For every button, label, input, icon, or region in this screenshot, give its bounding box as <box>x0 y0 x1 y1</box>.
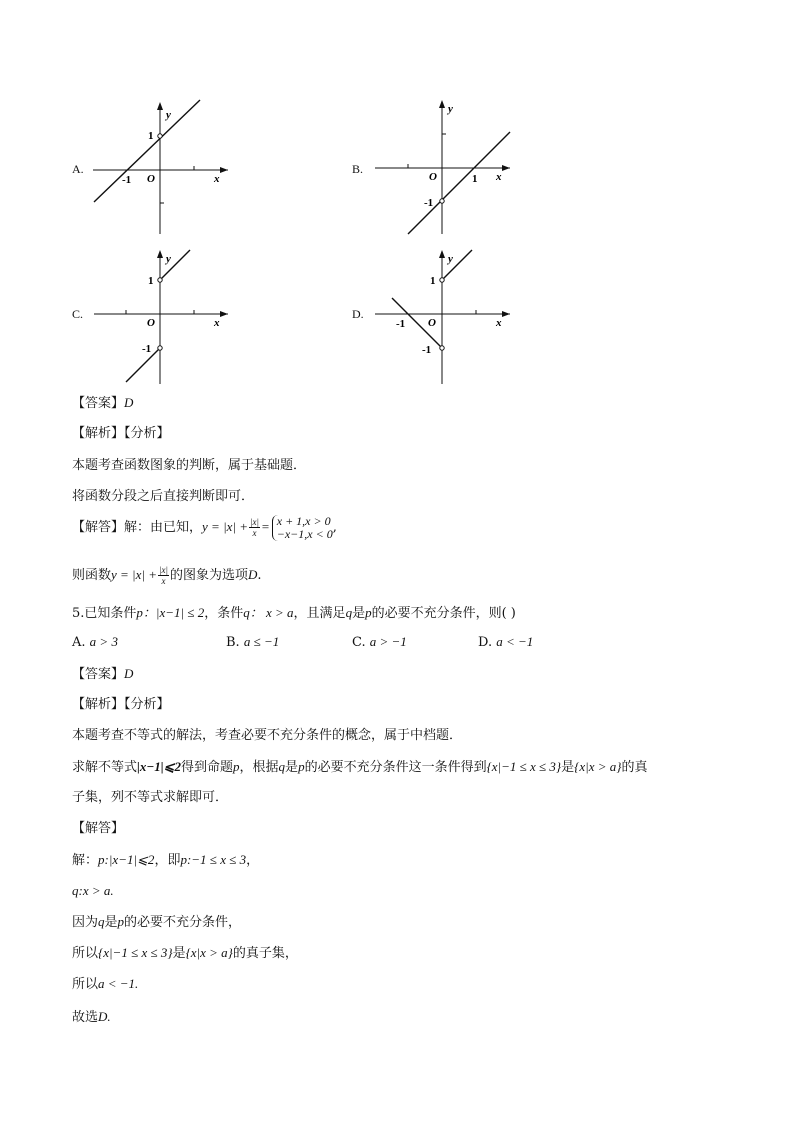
q4-solution-line <box>72 514 337 541</box>
q5-option-a <box>72 634 118 650</box>
q5-option-d <box>478 634 533 650</box>
graph-d-x-label: x <box>496 317 502 329</box>
q5-a2-s2: {x|x > a} <box>574 759 622 774</box>
graph-b-line <box>408 132 510 234</box>
graph-d-origin: O <box>428 317 436 329</box>
q5-option-a-value: a > 3 <box>89 634 118 649</box>
q5-option-d-label: D. <box>478 635 493 650</box>
q5-solution-6 <box>72 1008 111 1027</box>
option-b-label: B. <box>352 162 364 176</box>
conclusion-answer: D <box>247 567 258 582</box>
q5-option-c <box>352 634 407 650</box>
q5-solution-5 <box>72 975 138 994</box>
equals-sign: = <box>260 519 270 534</box>
conclusion-fraction <box>158 565 169 586</box>
q5-analysis-3: 子集，列不等式求解即可． <box>72 790 229 805</box>
q5-part5: 的必要不充分条件，则( ) <box>371 606 516 621</box>
q5-solution-tag: 【解答】 <box>72 821 125 836</box>
fraction-numerator: |x| <box>250 517 259 527</box>
q5-s6-m: D. <box>98 1009 111 1024</box>
q4-conclusion <box>72 562 262 589</box>
conclusion-post: 的图象为选项 <box>169 568 248 583</box>
graph-b-x-label: x <box>496 171 502 183</box>
q5-option-a-label: A. <box>72 635 86 650</box>
q5-a2-f: 是 <box>561 760 575 775</box>
q5-answer-value: D <box>124 666 134 681</box>
q5-option-c-value: a > −1 <box>369 634 407 649</box>
q5-p: p <box>365 605 372 620</box>
q5-part3: ，且满足 <box>293 606 346 621</box>
q5-a2-d: 是 <box>285 760 299 775</box>
q4-answer-line <box>72 394 133 413</box>
graph-b-y-label: y <box>448 103 453 115</box>
graph-d-neg-one-y: -1 <box>422 344 432 356</box>
q5-option-c-label: C. <box>352 635 366 650</box>
q5-s5-m: a < −1. <box>98 976 139 991</box>
piece-end: , <box>332 520 337 535</box>
graph-c <box>88 248 238 388</box>
q5-a2-p2: p <box>298 759 305 774</box>
graph-d-one: 1 <box>430 275 436 287</box>
q5-s1-b: ，即 <box>154 853 181 868</box>
graph-d <box>372 248 522 388</box>
q5-question <box>72 604 516 623</box>
q5-part4: 是 <box>352 606 366 621</box>
q5-analysis-2 <box>72 758 647 777</box>
q5-option-d-value: a < −1 <box>496 634 534 649</box>
graph-a-origin: O <box>147 173 155 185</box>
graph-d-line-right <box>442 250 472 280</box>
piece-2: −x−1,x < 0 <box>276 526 333 541</box>
q4-analysis-tag: 【解析】【分析】 <box>72 426 170 441</box>
q5-s4-c: 的真子集， <box>232 946 298 961</box>
option-d-label: D. <box>352 307 364 321</box>
q4-analysis-1: 本题考查函数图象的判断，属于基础题． <box>72 458 307 473</box>
q5-condition-p: p：|x−1| ≤ 2 <box>136 605 205 620</box>
q5-a2-s1: {x|−1 ≤ x ≤ 3} <box>486 759 562 774</box>
q5-a2-m1: |x−1|⩽2 <box>137 759 182 774</box>
q5-a2-e: 的必要不充分条件这一条件得到 <box>304 760 487 775</box>
q5-s4-b: 是 <box>172 946 186 961</box>
conclusion-end: . <box>257 568 262 583</box>
q5-option-b-label: B. <box>226 635 240 650</box>
q5-solution-3 <box>72 913 241 932</box>
piecewise-function <box>272 515 333 541</box>
q5-solution-2: q:x > a. <box>72 883 114 898</box>
q5-s5-a: 所以 <box>72 977 99 992</box>
solution-tag: 【解答】 <box>72 520 125 535</box>
conclusion-fraction-denominator: x <box>161 576 166 586</box>
option-a-label: A. <box>72 162 84 176</box>
q4-analysis-2: 将函数分段之后直接判断即可． <box>72 489 255 504</box>
q5-s4-s1: {x|−1 ≤ x ≤ 3} <box>98 945 173 960</box>
graph-b-one: 1 <box>472 173 478 185</box>
conclusion-fraction-numerator: |x| <box>159 565 168 575</box>
answer-value: D <box>124 395 134 410</box>
graph-b <box>372 98 522 238</box>
graph-c-x-label: x <box>214 317 220 329</box>
solution-pre: 解：由已知， <box>124 520 203 535</box>
q5-a2-c: ，根据 <box>239 760 279 775</box>
q5-s1-a: 解： <box>72 853 99 868</box>
graph-a-line <box>94 100 200 202</box>
q5-solution-1 <box>72 851 259 870</box>
q5-part1: 5.已知条件 <box>72 606 137 621</box>
graph-c-neg-one: -1 <box>142 343 152 355</box>
q5-s3-q: q <box>98 914 105 929</box>
q5-a2-b: 得到命题 <box>181 760 234 775</box>
answer-tag: 【答案】 <box>72 396 125 411</box>
graph-a <box>88 98 238 238</box>
q5-answer-line <box>72 665 133 684</box>
q5-s4-s2: {x|x > a} <box>185 945 233 960</box>
q5-s3-a: 因为 <box>72 915 99 930</box>
graph-c-one: 1 <box>148 275 154 287</box>
q5-s1-m: p:|x−1|⩽2 <box>98 852 155 867</box>
q5-option-b-value: a ≤ −1 <box>243 634 280 649</box>
q5-a2-p: p <box>233 759 240 774</box>
q5-s6-a: 故选 <box>72 1010 99 1025</box>
solution-fraction <box>249 517 260 538</box>
q5-s3-b: 是 <box>104 915 118 930</box>
solution-expr: y = |x| + <box>202 519 249 534</box>
q5-analysis-tag: 【解析】【分析】 <box>72 697 170 712</box>
graph-a-one: 1 <box>148 130 154 142</box>
conclusion-expr: y = |x| + <box>111 567 157 582</box>
q5-a2-a: 求解不等式 <box>72 760 138 775</box>
graph-b-neg-one: -1 <box>424 197 434 209</box>
graph-c-origin: O <box>147 317 155 329</box>
q5-answer-tag: 【答案】 <box>72 667 125 682</box>
option-c-label: C. <box>72 307 84 321</box>
graph-a-neg-one: -1 <box>122 174 132 186</box>
q5-analysis-1: 本题考查不等式的解法，考查必要不充分条件的概念，属于中档题． <box>72 728 463 743</box>
graph-b-origin: O <box>429 171 437 183</box>
q5-s4-a: 所以 <box>72 946 99 961</box>
q5-option-b <box>226 634 279 650</box>
q5-part2: ，条件 <box>204 606 244 621</box>
q5-a2-g: 的真 <box>621 760 648 775</box>
fraction-denominator: x <box>252 528 257 538</box>
piece-1: x + 1,x > 0 <box>276 513 331 528</box>
q5-s1-m2: p:−1 ≤ x ≤ 3 <box>180 852 247 867</box>
q5-s3-p: p <box>117 914 125 929</box>
q5-solution-4 <box>72 944 298 963</box>
conclusion-pre: 则函数 <box>72 568 112 583</box>
graph-d-y-label: y <box>448 253 453 265</box>
graph-a-y-label: y <box>166 109 171 121</box>
q5-condition-q: q： x > a <box>243 605 294 620</box>
q5-a2-q: q <box>278 759 286 774</box>
q5-s1-c: ， <box>246 853 260 868</box>
graph-c-line-right <box>160 250 190 280</box>
graph-a-x-label: x <box>214 173 220 185</box>
graph-c-y-label: y <box>166 253 171 265</box>
q5-q: q <box>345 605 353 620</box>
graph-d-neg-one-x: -1 <box>396 318 406 330</box>
q5-s3-c: 的必要不充分条件， <box>124 915 242 930</box>
